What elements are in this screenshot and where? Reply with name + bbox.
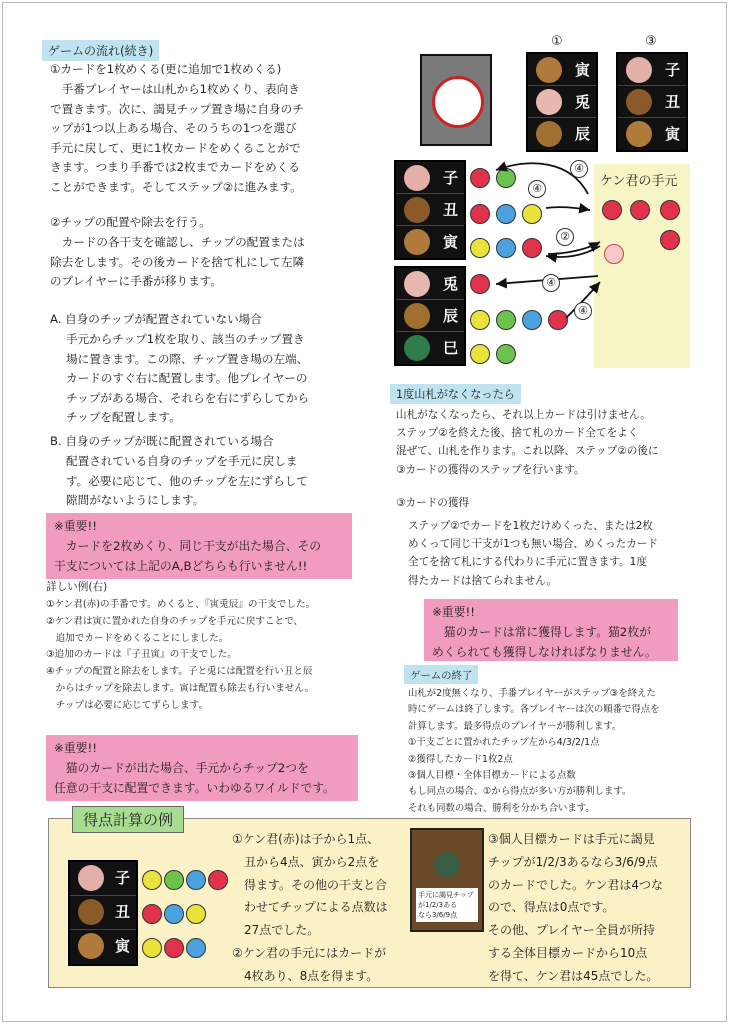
kanji: 寅 — [664, 125, 680, 143]
step3-title: ③カードの獲得 — [396, 497, 470, 509]
bell-icon — [434, 852, 460, 878]
arrows-diagram — [460, 150, 620, 330]
step3-body: ステップ②でカードを1枚だけめくった、または2枚 めくって同じ干支が1つも無い場合、めくったカード 全てを捨て札にする代わりに手元に置きます。1度 得たカードは捨てられません。 — [408, 520, 658, 587]
label-3: ③ — [645, 34, 657, 49]
zodiac-stack-mid — [394, 266, 466, 366]
important-note-2: ※重要!! 猫のカードが出た場合、手元からチップ2つを 任意の干支に配置できます。いわゆるワイルドです。 — [46, 735, 358, 801]
kanji: 子 — [664, 61, 680, 79]
card-3-stack — [616, 52, 688, 152]
ox-icon — [78, 899, 104, 925]
chip-red — [208, 870, 228, 890]
target-card-caption: 手元に謁見チップ が1/2/3ある なら3/6/9点 — [416, 888, 478, 922]
roulette-card — [420, 54, 492, 146]
chip-yellow — [142, 938, 162, 958]
dragon-icon — [536, 121, 562, 147]
deck-empty-header: 1度山札がなくなったら — [390, 384, 521, 404]
example-title: 詳しい例(右) — [46, 581, 108, 593]
tiger-icon — [78, 933, 104, 959]
chip-blue — [186, 938, 206, 958]
kanji: 丑 — [442, 201, 458, 219]
ox-icon — [404, 197, 430, 223]
dragon-icon — [404, 303, 430, 329]
label-1: ① — [551, 34, 563, 49]
kanji: 子 — [114, 869, 130, 887]
score-card-stack — [68, 860, 138, 966]
step2-title: ②チップの配置や除去を行う。 — [50, 215, 211, 229]
case-a-title: A. 自身のチップが配置されていない場合 — [50, 312, 262, 326]
game-end-header: ゲームの終了 — [404, 665, 478, 684]
target-card — [410, 828, 484, 932]
chip-yellow — [186, 904, 206, 924]
kanji: 辰 — [574, 125, 590, 143]
mouse-icon — [404, 165, 430, 191]
step-label: ④ — [574, 302, 592, 320]
important-note-1: ※重要!! カードを2枚めくり、同じ干支が出た場合、その 干支については上記のA,Bどちらも行いません!! — [46, 513, 352, 579]
kanji: 丑 — [114, 903, 130, 921]
arrow — [546, 207, 590, 210]
chip-blue — [186, 870, 206, 890]
kanji: 子 — [442, 169, 458, 187]
case-b-title: B. 自身のチップが既に配置されている場合 — [50, 434, 274, 448]
flow-header: ゲームの流れ(続き) — [42, 40, 159, 61]
step1-body: 手番プレイヤーは山札から1枚めくり、表向き で置きます。次に、謁見チップ置き場に自身のチ ップが1つ以上ある場合、そのうちの1つを選び 手元に戻して、更に1枚カードをめくることがで きます。つまり手番では2枚までカードをめくる ことができます。そしてステップ②に進みます。 — [50, 82, 304, 194]
tiger-icon — [404, 229, 430, 255]
mouse-icon — [78, 865, 104, 891]
step2-body: カードの各干支を確認し、チップの配置または 除去をします。その後カードを捨て札にして左隣 のプレイヤーに手番が移ります。 — [50, 235, 305, 289]
chip-yellow — [470, 344, 490, 364]
kanji: 寅 — [574, 61, 590, 79]
step-label: ② — [556, 228, 574, 246]
case-a-body: 手元からチップ1枚を取り、該当のチップ置き 場に置きます。この際、チップ置き場の左端、 カードのすぐ右に配置します。他プレイヤーの チップがある場合、それらを右にずらしてから チップを配置します。 — [66, 332, 310, 425]
zodiac-stack-top — [394, 160, 466, 260]
arrow — [548, 242, 600, 254]
step-label: ④ — [570, 160, 588, 178]
score-col-2: ③個人目標カードは手元に謁見 チップが1/2/3あるなら3/6/9点 のカードでした。ケン君は4つな ので、得点は0点です。 その他、プレイヤー全員が所持 する全体目標カードから10点 を得て、ケン君は45点でした。 — [488, 832, 664, 983]
score-col-1: ①ケン君(赤)は子から1点、 丑から4点、寅から2点を 得ます。その他の干支と合 わせてチップによる点数は 27点でした。 ②ケン君の手元にはカードが 4枚あり、8点を得ます。 — [232, 832, 388, 983]
kanji: 辰 — [442, 307, 458, 325]
chip-blue — [164, 904, 184, 924]
score-title: 得点計算の例 — [72, 806, 184, 833]
chip-red — [164, 938, 184, 958]
ox-icon — [626, 89, 652, 115]
tiger-icon — [626, 121, 652, 147]
mouse-icon — [626, 57, 652, 83]
step1-title: ①カードを1枚めくる(更に追加で1枚めくる) — [50, 62, 282, 76]
step-label: ④ — [542, 274, 560, 292]
rabbit-icon — [536, 89, 562, 115]
kanji: 兎 — [574, 93, 590, 111]
tiger-icon — [536, 57, 562, 83]
snake-icon — [404, 335, 430, 361]
chip-yellow — [142, 870, 162, 890]
example-lines: ①ケン君(赤)の手番です。めくると、『寅兎辰』の干支でした。 ②ケン君は寅に置かれた自身のチップを手元に戻すことで、 追加でカードをめくることにしました。 ③追加のカードは『子丑寅』の干支でした。 ④チップの配置と除去をします。子と兎には配置を行い丑と辰 からはチップを除去します。寅は配置も除去も行いません。 チップは必要に応じてずらします。 — [46, 599, 316, 711]
kanji: 丑 — [664, 93, 680, 111]
roulette-wheel-icon — [432, 76, 484, 128]
chip-red — [142, 904, 162, 924]
chip-red — [660, 230, 680, 250]
important-note-3: ※重要!! 猫のカードは常に獲得します。猫2枚が めくられても獲得しなければなりません。 — [424, 599, 678, 661]
chip-green — [496, 344, 516, 364]
game-end-body: 山札が2度無くなり、手番プレイヤーがステップ③を終えた 時にゲームは終了します。各プレイヤーは次の順番で得点を 計算します。最多得点のプレイヤーが勝利します。 ①干支ごとに置かれたチップ左から4/3/2/1点 ②獲得したカード1枚2点 ③個人目標・全体目標カードによる点数 もし同点の場合、①から得点が多い方が勝利します。 それも同数の場合、勝利を分かち合います。 — [408, 688, 660, 814]
kanji: 寅 — [114, 937, 130, 955]
chip-red — [630, 200, 650, 220]
hand-label: ケン君の手元 — [600, 174, 678, 189]
deck-empty-body: 山札がなくなったら、それ以上カードは引けません。 ステップ②を終えた後、捨て札のカード全てをよく 混ぜて、山札を作ります。これ以降、ステップ②の後に ③カードの獲得のステップを行います。 — [396, 409, 659, 476]
kanji: 寅 — [442, 233, 458, 251]
step-label: ④ — [528, 180, 546, 198]
chip-red — [660, 200, 680, 220]
chip-green — [164, 870, 184, 890]
case-b-body: 配置されている自身のチップを手元に戻しま す。必要に応じて、他のチップを左にずらして 隙間がないようにします。 — [66, 454, 308, 508]
card-1-stack — [526, 52, 598, 152]
kanji: 巳 — [442, 339, 458, 357]
rabbit-icon — [404, 271, 430, 297]
kanji: 兎 — [442, 275, 458, 293]
